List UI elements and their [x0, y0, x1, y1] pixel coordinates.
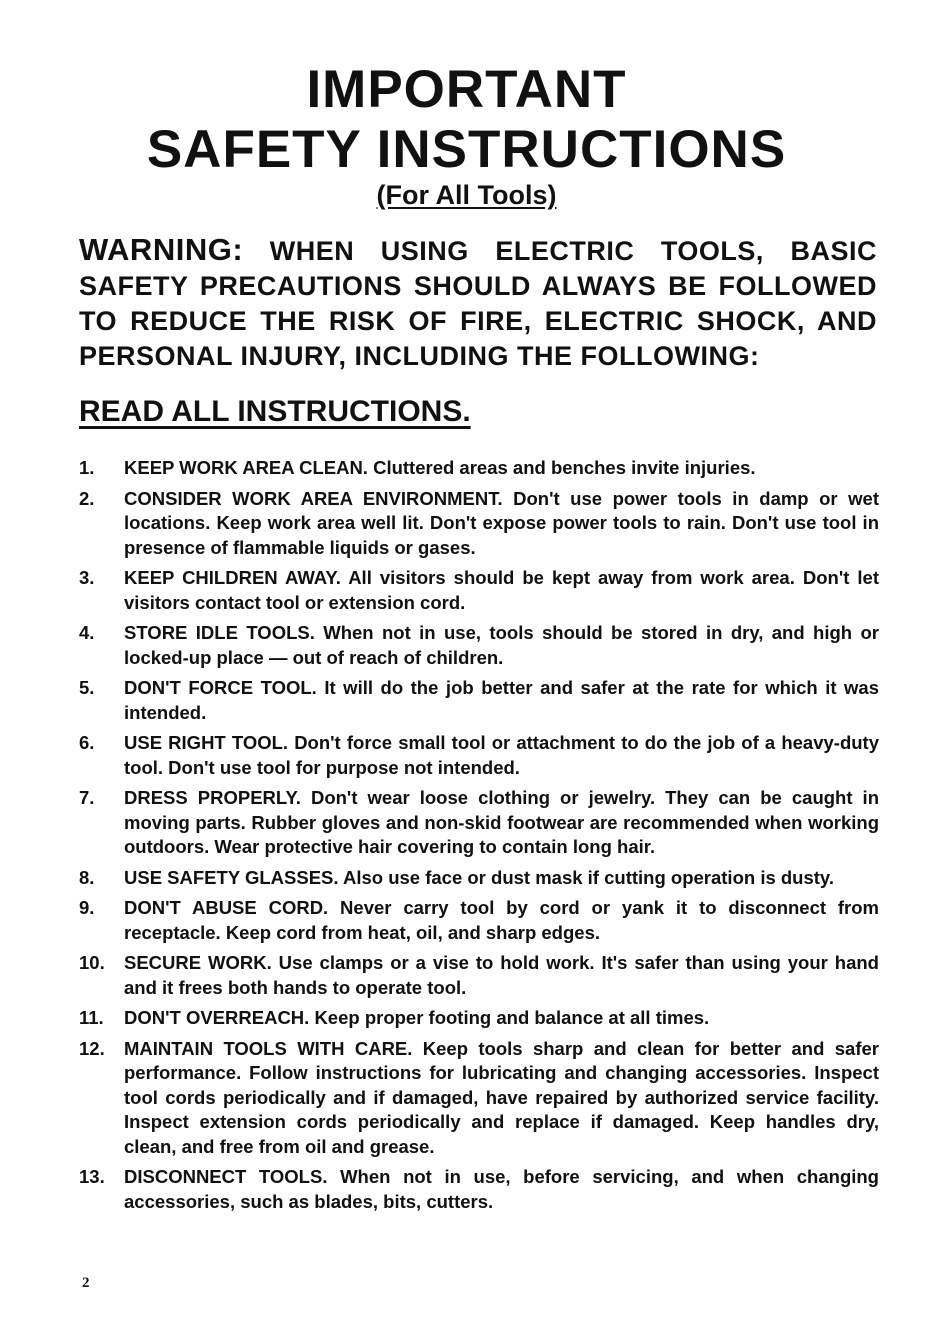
item-number: 2. [79, 487, 95, 509]
subtitle-text: (For All Tools) [376, 180, 557, 210]
title-important: IMPORTANT [306, 60, 627, 119]
subtitle [0, 178, 933, 212]
item-text: USE RIGHT TOOL. Don't force small tool or attachment to do the job of a heavy-duty tool. Don't use tool for purpose not intended. [124, 732, 879, 778]
warning-label: WARNING: [79, 232, 244, 267]
item-text: USE SAFETY GLASSES. Also use face or dust mask if cutting operation is dusty. [124, 866, 834, 888]
title-safety-instructions: SAFETY INSTRUCTIONS [146, 120, 787, 179]
list-item [79, 566, 879, 615]
item-number: 4. [79, 622, 95, 643]
item-text: DON'T OVERREACH. Keep proper footing and balance at all times. [124, 1007, 710, 1028]
list-item [79, 1006, 879, 1031]
item-text: KEEP CHILDREN AWAY. All visitors should be kept away from work area. Don't let visitors contact tool or extension cord. [124, 567, 879, 613]
item-text: DISCONNECT TOOLS. When not in use, before servicing, and when changing accessories, such as blades, bits, cutters. [124, 1166, 879, 1212]
item-text: DON'T FORCE TOOL. It will do the job better and safer at the rate for which it was intended. [124, 677, 879, 723]
list-item [79, 951, 879, 1000]
page-number: 2 [82, 1275, 90, 1291]
list-item [79, 896, 879, 945]
list-item [79, 621, 879, 670]
list-item [79, 676, 879, 725]
list-item [79, 786, 879, 860]
item-text: MAINTAIN TOOLS WITH CARE. Keep tools sharp and clean for better and safer performance. Follow instructions for lubricating and changing accessories. Inspect tool cords periodically and if damaged, have repaired by authorized service facility. Inspect extension cords periodically and replace if damaged. Keep handles dry, clean, and free from oil and grease. [124, 1037, 879, 1157]
item-text: CONSIDER WORK AREA ENVIRONMENT. Don't use power tools in damp or wet locations. Keep work area well lit. Don't expose power tools to rain. Don't use tool in presence of flammable liquids or gases. [124, 487, 879, 558]
section-heading: READ ALL INSTRUCTIONS. [79, 395, 471, 428]
list-item [79, 487, 879, 561]
item-number: 11. [79, 1007, 104, 1028]
list-item [79, 731, 879, 780]
list-item [79, 1165, 879, 1214]
item-number: 8. [79, 866, 95, 888]
item-text: DON'T ABUSE CORD. Never carry tool by cord or yank it to disconnect from receptacle. Keep cord from heat, oil, and sharp edges. [124, 897, 879, 943]
item-number: 9. [79, 897, 95, 918]
item-number: 6. [79, 732, 95, 753]
item-number: 10. [79, 952, 105, 973]
item-number: 1. [79, 457, 95, 478]
item-text: SECURE WORK. Use clamps or a vise to hold work. It's safer than using your hand and it frees both hands to operate tool. [124, 952, 879, 998]
item-number: 13. [79, 1166, 105, 1187]
item-text: KEEP WORK AREA CLEAN. Cluttered areas and benches invite injuries. [124, 457, 756, 478]
instruction-list [79, 456, 879, 1220]
list-item [79, 1037, 879, 1160]
item-number: 5. [79, 677, 95, 698]
warning-paragraph [79, 232, 877, 374]
list-item [79, 456, 879, 481]
warning-text: WHEN USING ELECTRIC TOOLS, BASIC SAFETY PRECAUTIONS SHOULD ALWAYS BE FOLLOWED TO REDUCE THE RISK OF FIRE, ELECTRIC SHOCK, AND PERSONAL INJURY, INCLUDING THE FOLLOWING: [79, 236, 877, 371]
item-text: DRESS PROPERLY. Don't wear loose clothing or jewelry. They can be caught in moving parts. Rubber gloves and non-skid footwear are recommended when working outdoors. Wear protective hair covering to contain long hair. [124, 787, 879, 857]
item-number: 12. [79, 1037, 105, 1059]
item-text: STORE IDLE TOOLS. When not in use, tools should be stored in dry, and high or locked-up place — out of reach of children. [124, 622, 879, 668]
item-number: 3. [79, 567, 95, 588]
list-item [79, 866, 879, 891]
item-number: 7. [79, 787, 95, 808]
